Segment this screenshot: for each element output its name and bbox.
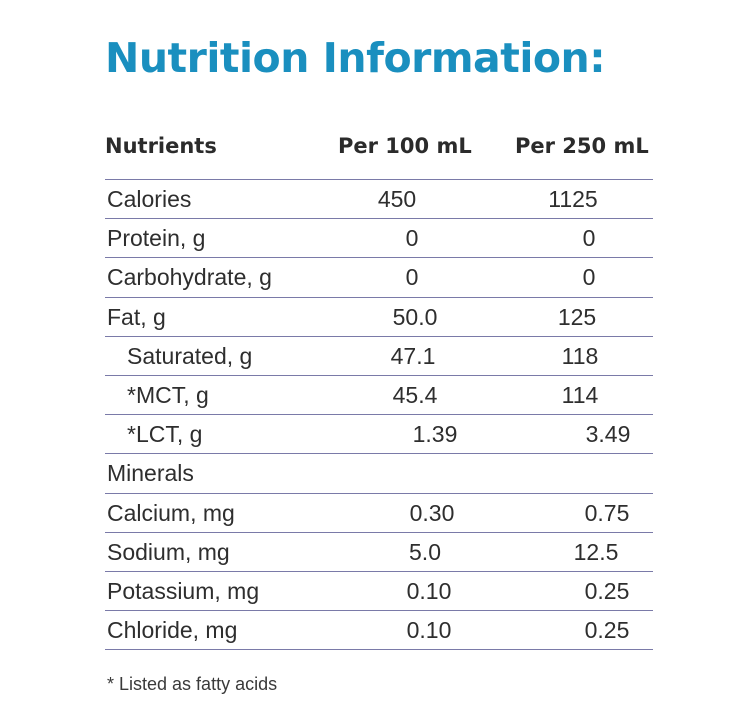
nutrient-name: Saturated, g [127,342,253,369]
value-per-250ml: 125 [557,303,597,330]
value-per-100ml: 0.10 [406,577,452,604]
nutrient-name: *MCT, g [127,381,209,408]
value-per-250ml: 0 [582,264,596,291]
table-row [105,494,653,533]
value-per-100ml: 45.4 [392,381,438,408]
value-per-100ml: 1.39 [412,421,458,448]
table-row [105,376,653,415]
nutrient-name: Carbohydrate, g [107,264,272,291]
header-nutrients: Nutrients [105,134,217,158]
header-per-250ml: Per 250 mL [515,134,649,158]
table-row [105,337,653,376]
nutrient-name: Sodium, mg [107,538,230,565]
nutrient-name: *LCT, g [127,421,203,448]
nutrient-name: Potassium, mg [107,577,260,604]
table-row [105,298,653,337]
value-per-250ml: 12.5 [573,538,619,565]
value-per-100ml: 0.30 [409,499,455,526]
value-per-250ml: 118 [561,342,599,369]
table-row [105,258,653,297]
table-row [105,533,653,572]
table-row [105,415,653,454]
value-per-100ml: 47.1 [390,342,436,369]
value-per-250ml: 3.49 [585,421,631,448]
nutrient-name: Minerals [107,460,194,487]
value-per-100ml: 5.0 [409,538,441,565]
nutrition-table [105,128,653,650]
table-row [105,454,653,493]
footnote: * Listed as fatty acids [107,674,278,694]
page-title: Nutrition Information: [105,34,606,82]
value-per-250ml: 0 [582,225,596,252]
table-row [105,180,653,219]
nutrient-name: Fat, g [107,303,166,330]
header-per-100ml: Per 100 mL [338,134,472,158]
value-per-100ml: 0 [405,264,419,291]
nutrient-name: Calcium, mg [107,499,235,526]
value-per-250ml: 0.75 [584,499,630,526]
value-per-100ml: 50.0 [392,303,438,330]
table-header [105,128,653,180]
table-row [105,219,653,258]
value-per-100ml: 0 [405,225,419,252]
value-per-250ml: 0.25 [584,617,630,644]
value-per-250ml: 1125 [548,186,598,212]
value-per-100ml: 0.10 [406,617,452,644]
table-row [105,572,653,611]
value-per-250ml: 114 [561,381,599,408]
value-per-250ml: 0.25 [584,577,630,604]
value-per-100ml: 450 [377,186,417,212]
table-row [105,611,653,650]
nutrient-name: Protein, g [107,225,206,252]
nutrient-name: Chloride, mg [107,617,238,644]
nutrient-name: Calories [107,186,192,212]
